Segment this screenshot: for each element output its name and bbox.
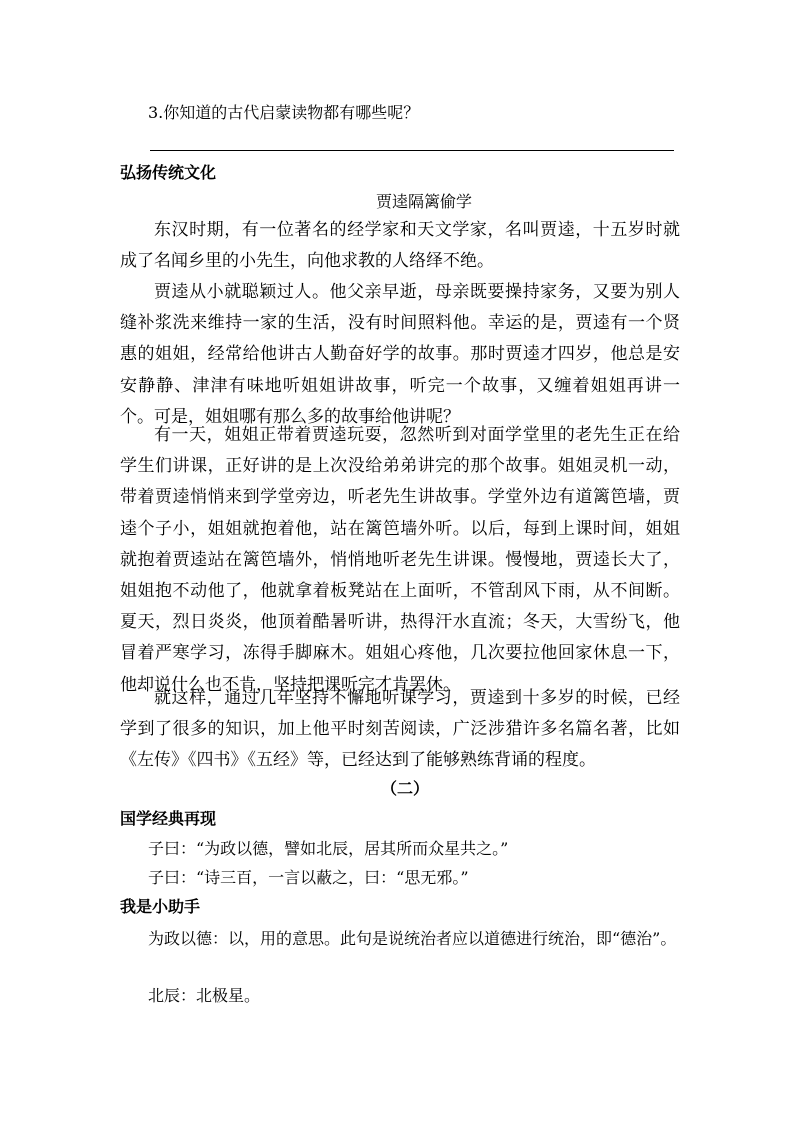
story-paragraph: 就这样，通过几年坚持不懈地听课学习，贾逵到十多岁的时候，已经学到了很多的知识，加上他平时刻苦阅读，广泛涉猎许多名篇名著，比如《左传》《四书》《五经》等，已经达到了能够熟练背诵的程度。 xyxy=(120,688,680,771)
answer-line xyxy=(150,150,674,151)
section-heading-culture: 弘扬传统文化 xyxy=(120,163,217,182)
section-number: （二） xyxy=(381,779,430,798)
section-heading-classics: 国学经典再现 xyxy=(120,809,217,828)
story-paragraph: 贾逵从小就聪颖过人。他父亲早逝，母亲既要操持家务，又要为别人缝补浆洗来维持一家的生活，没有时间照料他。幸运的是，贾逵有一个贤惠的姐姐，经常给他讲古人勤奋好学的故事。那时贾逵才四岁，他总是安安静静、津津有味地听姐姐讲故事，听完一个故事，又缠着姐姐再讲一个。可是，姐姐哪有那么多的故事给他讲呢？ xyxy=(120,282,680,427)
story-paragraph: 东汉时期，有一位著名的经学家和天文学家，名叫贾逵，十五岁时就成了名闻乡里的小先生，向他求教的人络绎不绝。 xyxy=(120,220,680,272)
classic-quote: 子曰：“诗三百，一言以蔽之，曰：“思无邪。” xyxy=(148,868,469,887)
helper-note: 北辰：北极星。 xyxy=(148,986,261,1005)
story-paragraph: 有一天，姐姐正带着贾逵玩耍，忽然听到对面学堂里的老先生正在给学生们讲课，正好讲的是上次没给弟弟讲完的那个故事。姐姐灵机一动，带着贾逵悄悄来到学堂旁边，听老先生讲故事。学堂外边有道篱笆墙，贾逵个子小，姐姐就抱着他，站在篱笆墙外听。以后，每到上课时间，姐姐就抱着贾逵站在篱笆墙外，悄悄地听老先生讲课。慢慢地，贾逵长大了，姐姐抱不动他了，他就拿着板凳站在上面听，不管刮风下雨，从不间断。夏天，烈日炎炎，他顶着酷暑听讲，热得汗水直流；冬天，大雪纷飞，他冒着严寒学习，冻得手脚麻木。姐姐心疼他，几次要拉他回家休息一下，他却说什么也不肯，坚持把课听完才肯罢休。 xyxy=(120,425,680,695)
question-3: 3.你知道的古代启蒙读物都有哪些呢？ xyxy=(148,103,420,122)
helper-note: 为政以德：以，用的意思。此句是说统治者应以道德进行统治，即“德治”。 xyxy=(148,929,677,948)
section-heading-helper: 我是小助手 xyxy=(120,897,201,916)
story-title: 贾逵隔篱偷学 xyxy=(376,192,473,211)
classic-quote: 子曰：“为政以德，譬如北辰，居其所而众星共之。” xyxy=(148,839,509,858)
